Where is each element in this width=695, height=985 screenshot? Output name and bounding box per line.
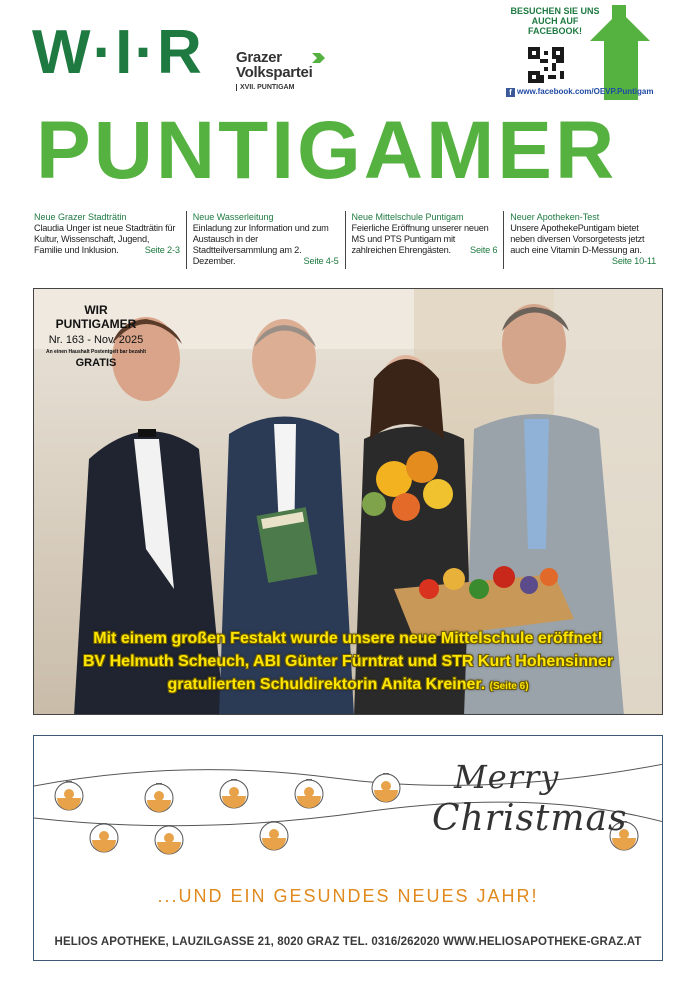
newspaper-title: PUNTIGAMER (36, 105, 618, 196)
ornament-icon (155, 825, 183, 854)
ornament-icon (260, 821, 288, 850)
facebook-url[interactable] (506, 87, 653, 97)
christmas-text: Christmas (432, 798, 628, 839)
caption-line: gratulierten Schuldirektorin Anita Kreiner. (Seite 6) (167, 676, 529, 693)
teaser-item[interactable] (503, 211, 662, 269)
gratis-label: GRATIS (75, 357, 117, 369)
teaser-title: Neue Mittelschule Puntigam (351, 212, 464, 222)
teaser-title: Neue Wasserleitung (192, 212, 274, 222)
teaser-item[interactable] (34, 211, 186, 269)
ad-address[interactable]: HELIOS APOTHEKE, LAUZILGASSE 21, 8020 GRAZ TEL. 0316/262020 WWW.HELIOSAPOTHEKE-GRAZ.AT (54, 936, 642, 948)
teaser-text: Claudia Unger ist neue Stadträtin für Kultur, Wissenschaft, Jugend, Familie und Inklusion. Seite 2-3 (34, 223, 180, 255)
party-district: XVII. PUNTIGAM (236, 84, 326, 91)
ornament-icon (220, 779, 248, 808)
party-name: Grazer Volkspartei (236, 49, 313, 81)
ornament-icon (55, 781, 83, 810)
christmas-ad[interactable] (33, 735, 663, 961)
facebook-url-text[interactable]: www.facebook.com/OEVP.Puntigam (517, 87, 654, 96)
teaser-bar (34, 211, 662, 269)
teaser-title: Neuer Apotheken-Test (510, 212, 600, 222)
teaser-text: Unsere ApothekePuntigam bietet neben diversen Vorsorgetests jetzt auch eine Vitamin D-Messung an. Seite 10-11 (510, 223, 656, 266)
teaser-item[interactable] (345, 211, 504, 269)
facebook-icon: f (506, 88, 515, 97)
cover-photo (33, 288, 663, 715)
issue-info (46, 303, 146, 369)
facebook-cta: BESUCHEN SIE UNS AUCH AUF FACEBOOK! (510, 6, 600, 36)
teaser-page-ref: Seite 6 (470, 245, 498, 255)
ad-slogan: ...UND EIN GESUNDES NEUES JAHR! (157, 886, 539, 906)
teaser-page-ref: Seite 2-3 (144, 245, 180, 255)
postal-note: An einen Haushalt Postentgelt bar bezahlt (46, 349, 147, 355)
facebook-promo[interactable] (500, 3, 660, 100)
ornament-garland (34, 736, 663, 961)
merry-text: Merry (454, 758, 560, 796)
teaser-text: Einladung zur Information und zum Austausch in der Stadtteilversammlung am 2. Dezember. Seite 4-5 (192, 223, 339, 266)
party-arrow-icon (310, 50, 326, 66)
caption-page-ref: (Seite 6) (489, 681, 529, 692)
teaser-page-ref: Seite 4-5 (303, 256, 339, 266)
ornament-icon (295, 779, 323, 808)
teaser-title: Neue Grazer Stadträtin (34, 212, 127, 222)
caption-line: BV Helmuth Scheuch, ABI Günter Fürntrat und STR Kurt Hohensinner (82, 653, 614, 670)
ornament-icon (90, 823, 118, 852)
ornament-icon (372, 773, 400, 802)
photo-caption (34, 627, 662, 698)
wir-logo: W·I·R (32, 18, 204, 87)
teaser-page-ref: Seite 10-11 (611, 256, 656, 266)
issue-title: WIR PUNTIGAMER (55, 303, 137, 331)
caption-line: Mit einem großen Festakt wurde unsere neue Mittelschule eröffnet! (93, 630, 603, 647)
issue-number: Nr. 163 - Nov. 2025 (48, 334, 144, 346)
qr-code-icon[interactable] (528, 47, 564, 83)
teaser-text: Feierliche Eröffnung unserer neuen MS und PTS Puntigam mit zahlreichen Ehrengästen. Seite 6 (351, 223, 498, 255)
ornament-icon (145, 783, 173, 812)
teaser-item[interactable] (186, 211, 345, 269)
